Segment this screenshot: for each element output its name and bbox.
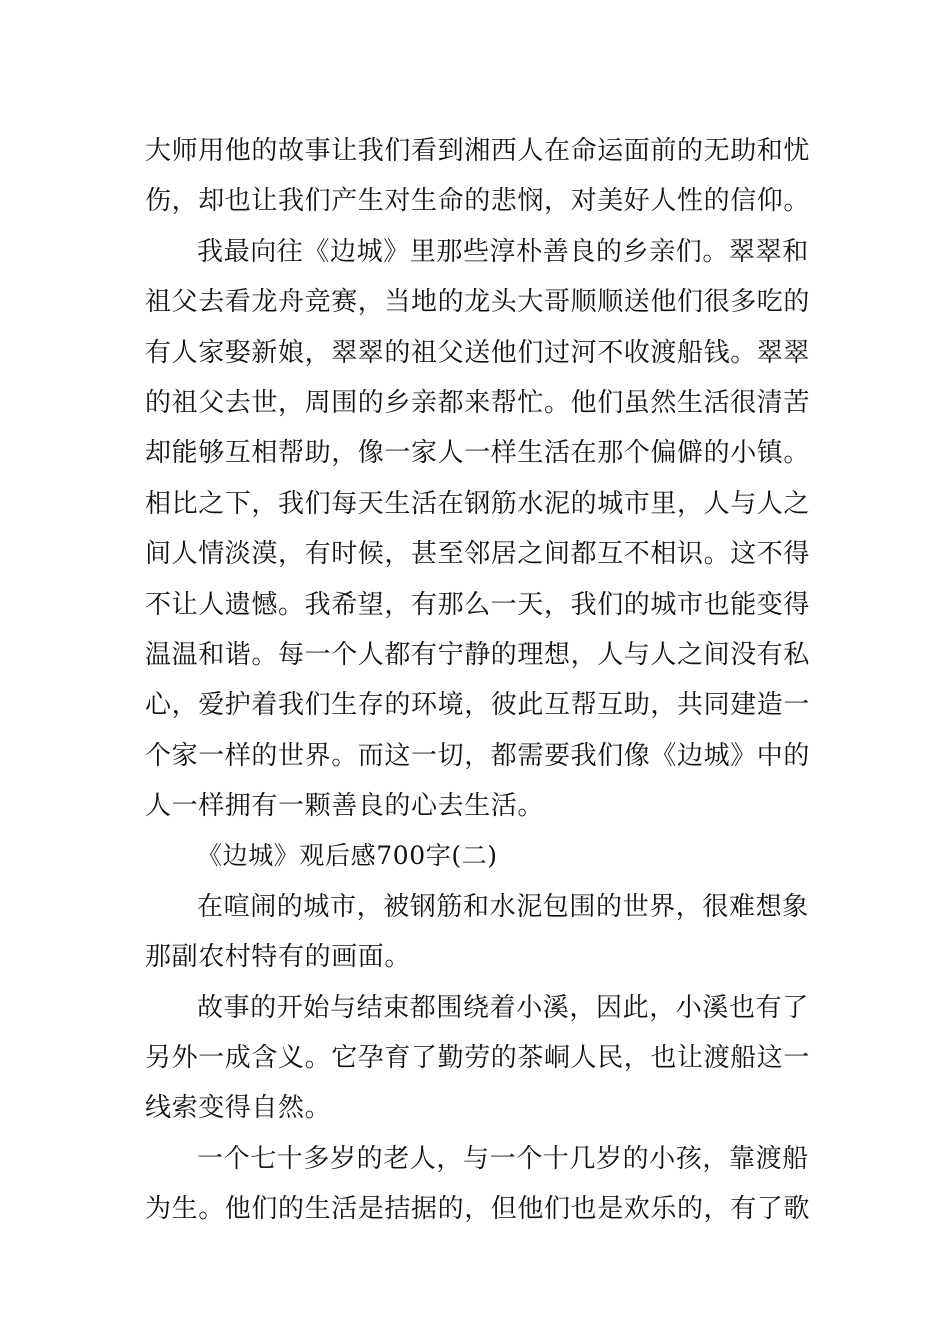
paragraph-line: 间人情淡漠，有时候，甚至邻居之间都互不相识。这不得	[145, 539, 811, 570]
paragraph-line: 心，爱护着我们生存的环境，彼此互帮互助，共同建造一	[145, 690, 811, 721]
paragraph-line: 祖父去看龙舟竞赛，当地的龙头大哥顺顺送他们很多吃的	[145, 287, 811, 318]
paragraph-line: 一个七十多岁的老人，与一个十几岁的小孩，靠渡船	[197, 1143, 809, 1174]
paragraph-line: 为生。他们的生活是拮据的，但他们也是欢乐的，有了歌	[145, 1194, 811, 1225]
paragraph-line: 另外一成含义。它孕育了勤劳的茶峒人民，也让渡船这一	[145, 1043, 811, 1074]
paragraph-line: 的祖父去世，周围的乡亲都来帮忙。他们虽然生活很清苦	[145, 387, 811, 418]
paragraph-line: 线索变得自然。	[145, 1093, 332, 1124]
section-heading: 《边城》观后感700字(二)	[197, 841, 498, 871]
paragraph-line: 却能够互相帮助，像一家人一样生活在那个偏僻的小镇。	[145, 438, 811, 469]
paragraph-line: 相比之下，我们每天生活在钢筋水泥的城市里，人与人之	[145, 488, 811, 519]
paragraph-line: 不让人遗憾。我希望，有那么一天，我们的城市也能变得	[145, 589, 811, 620]
paragraph-line: 大师用他的故事让我们看到湘西人在命运面前的无助和忧	[145, 136, 811, 166]
paragraph-line: 我最向往《边城》里那些淳朴善良的乡亲们。翠翠和	[197, 236, 809, 267]
paragraph-line: 有人家娶新娘，翠翠的祖父送他们过河不收渡船钱。翠翠	[145, 337, 811, 368]
paragraph-line: 故事的开始与结束都围绕着小溪，因此，小溪也有了	[197, 992, 809, 1023]
paragraph-line: 温温和谐。每一个人都有宁静的理想，人与人之间没有私	[145, 639, 811, 670]
paragraph-line: 那副农村特有的画面。	[145, 942, 412, 973]
paragraph-line: 人一样拥有一颗善良的心去生活。	[145, 791, 545, 822]
paragraph-line: 在喧闹的城市，被钢筋和水泥包围的世界，很难想象	[197, 891, 809, 922]
paragraph-line: 伤，却也让我们产生对生命的悲悯，对美好人性的信仰。	[145, 186, 811, 217]
document-body	[145, 126, 811, 1235]
paragraph-line: 个家一样的世界。而这一切，都需要我们像《边城》中的	[145, 740, 811, 771]
